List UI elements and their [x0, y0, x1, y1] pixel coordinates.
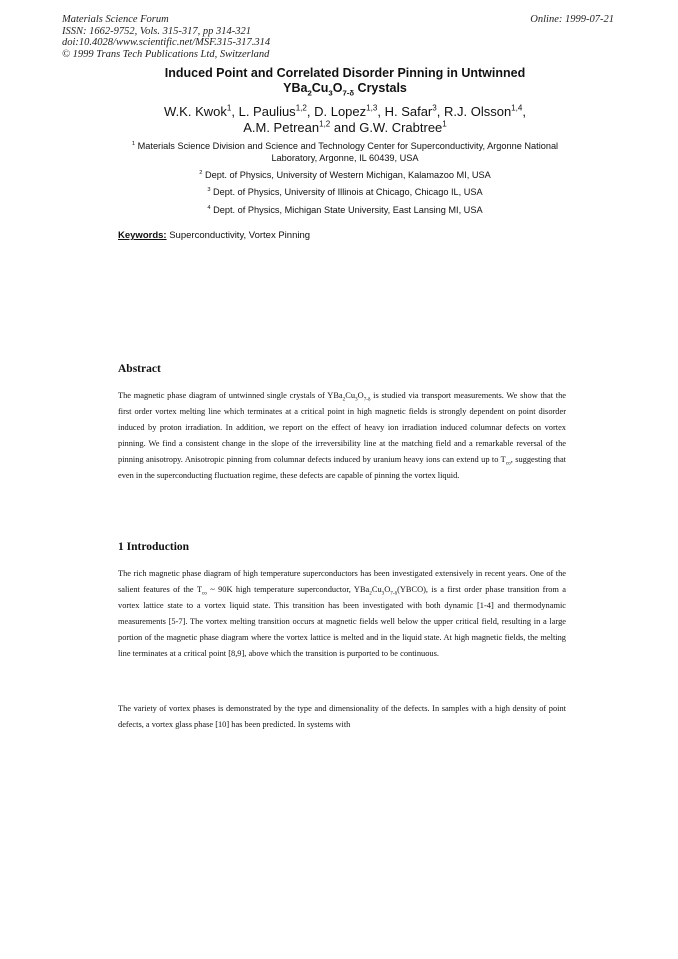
- intro-sub-3: 7-δ: [390, 590, 398, 597]
- journal-name: Materials Science Forum: [62, 14, 169, 25]
- author-sep: and: [330, 120, 360, 135]
- abstract-paragraph: [118, 388, 566, 484]
- affiliation-text: Dept. of Physics, University of Western Michigan, Kalamazoo MI, USA: [204, 170, 491, 180]
- author-affil-sup: 1: [226, 103, 232, 113]
- abstract-text-tail: , suggesting that even in the superconducting fluctuation regime, these defects are capable of pinning the vortex liquid.: [118, 455, 567, 480]
- author-list: [90, 104, 600, 136]
- author-name: L. Paulius: [238, 104, 296, 119]
- author-sep: ,: [522, 104, 526, 119]
- title-formula-o: O: [332, 81, 343, 95]
- intro-text-c: Cu: [371, 585, 382, 594]
- author-name: G.W. Crabtree: [359, 120, 443, 135]
- title-formula-cu-sub: 3: [328, 88, 333, 98]
- author-sep: ,: [306, 104, 315, 119]
- abstract-sub-1: 2: [342, 396, 346, 403]
- abstract-text-o: O: [357, 391, 364, 400]
- author-affil-sup: 3: [432, 103, 437, 113]
- title-line-2-end: Crystals: [354, 81, 407, 95]
- abstract-sub-3: 7-δ: [363, 396, 371, 403]
- author-sep: ,: [377, 104, 385, 119]
- affiliation-1: [110, 141, 580, 164]
- affiliation-num: 2: [199, 169, 203, 176]
- abstract-tco-sub: co: [505, 460, 511, 467]
- title-line-2: [100, 81, 590, 96]
- intro-sub-2: 3: [381, 590, 385, 597]
- affiliation-text: Dept. of Physics, Michigan State University, East Lansing MI, USA: [213, 205, 483, 215]
- title-line-1: Induced Point and Correlated Disorder Pinning in Untwinned: [164, 66, 526, 80]
- affiliation-2: [110, 170, 580, 182]
- title-formula-o-sub: 7-δ: [342, 88, 355, 98]
- author-name: H. Safar: [384, 104, 433, 119]
- abstract-sub-2: 3: [355, 396, 358, 403]
- keywords-label: Keywords:: [118, 230, 167, 241]
- affiliation-num: 1: [131, 140, 136, 147]
- author-name: W.K. Kwok: [164, 104, 227, 119]
- intro-text-d: O: [384, 585, 391, 594]
- author-line-1: [90, 104, 600, 120]
- online-date: Online: 1999-07-21: [530, 14, 614, 25]
- abstract-text-end: is studied via transport measurements. We show that the first order vortex melting line which terminates at a critical point in high magnetic fields is strongly dependent on point disorder induced by proton irradiation. In addition, we report on the effect of heavy ion irradiation induced columnar defects on vortex pinning. We find a consistent change in the slope of the irreversibility line at the matching field and a remarkable reversal of the pinning anisotropy. Anisotropic pinning from columnar defects induced by uranium heavy ions can extend up to T: [118, 391, 566, 464]
- title-formula-cu: Cu: [311, 81, 329, 95]
- intro-text-a: The rich magnetic phase diagram of high temperature superconductors has been investigated extensively in recent years. One of the salient features of the T: [118, 569, 566, 594]
- abstract-text-cu: Cu: [345, 391, 356, 400]
- intro-text-b: ~ 90K high temperature superconductor, YBa: [206, 585, 370, 594]
- title-formula-ba: Ba: [291, 81, 308, 95]
- author-affil-sup: 1,2: [319, 119, 331, 129]
- title-formula-ba-sub: 2: [307, 88, 312, 98]
- affiliation-text: Materials Science Division and Science and Technology Center for Superconductivity, Argonne National Laboratory, Argonne, IL 60439, USA: [137, 141, 559, 163]
- issn-line: ISSN: 1662-9752, Vols. 315-317, pp 314-321: [62, 25, 251, 37]
- journal-header: [62, 14, 270, 60]
- doi-line: doi:10.4028/www.scientific.net/MSF.315-317.314: [62, 37, 271, 49]
- keywords-text: Superconductivity, Vortex Pinning: [166, 230, 311, 241]
- abstract-text-start: The magnetic phase diagram of untwinned single crystals of YBa: [118, 391, 343, 400]
- affiliation-num: 4: [207, 204, 211, 211]
- title-formula-y: Y: [283, 81, 292, 95]
- author-affil-sup: 1,2: [295, 103, 307, 113]
- intro-text-e: (YBCO), is a first order phase transition from a vortex lattice state to a vortex liquid state. This transition has been investigated with both dynamic [1-4] and thermodynamic measurements [5-7]. The vortex melting transition occurs at magnetic fields well below the upper critical field, resulting in a large portion of the magnetic phase diagram where the vortex lattice is melted and in the liquid state. At high magnetic fields, the melting line terminates at a critical point [8,9], above which the transition is purported to be continuous.: [118, 585, 567, 658]
- author-affil-sup: 1: [442, 119, 447, 129]
- introduction-paragraph-1: [118, 566, 566, 662]
- affiliation-text: Dept. of Physics, University of Illinois at Chicago, Chicago IL, USA: [213, 187, 483, 197]
- affiliation-3: [110, 187, 580, 199]
- intro-tco-sub: co: [201, 590, 207, 597]
- affiliation-4: [110, 205, 580, 217]
- affiliation-num: 3: [207, 186, 211, 193]
- intro-sub-1: 2: [369, 590, 372, 597]
- introduction-paragraph-2: The variety of vortex phases is demonstrated by the type and dimensionality of the defects. In samples with a high density of point defects, a vortex glass phase [10] has been predicted. In systems with: [118, 704, 566, 729]
- author-sep: ,: [231, 104, 239, 119]
- copyright-line: © 1999 Trans Tech Publications Ltd, Switzerland: [62, 48, 270, 60]
- author-affil-sup: 1,3: [366, 103, 378, 113]
- author-name: A.M. Petrean: [243, 120, 320, 135]
- introduction-heading: 1 Introduction: [118, 541, 190, 553]
- author-affil-sup: 1,4: [511, 103, 523, 113]
- abstract-heading: Abstract: [118, 363, 161, 375]
- author-name: D. Lopez: [314, 104, 367, 119]
- author-name: R.J. Olsson: [443, 104, 512, 119]
- keywords-line: [118, 230, 310, 241]
- author-line-2: [90, 120, 600, 136]
- author-sep: ,: [436, 104, 444, 119]
- paper-title: [100, 66, 590, 96]
